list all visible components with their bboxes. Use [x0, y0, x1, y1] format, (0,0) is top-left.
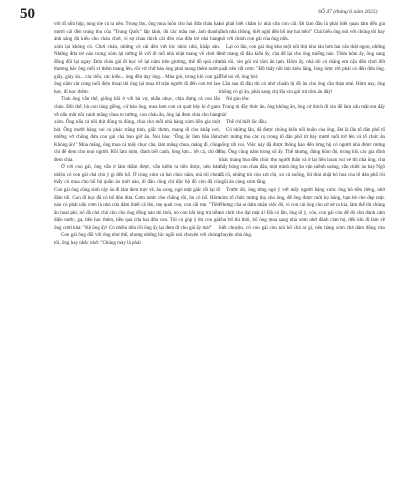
paragraph: nó phải biết chăm lo nhà cửa con cái. Đi làm đâu là phải biết quan tâm đến gia đình nhà chồng, biết nghĩ đến bố mẹ hai bên!" Chả hiểu ông nói với chúng tôi hay nói với chính con gái của ông nữa. [219, 21, 385, 43]
issue-info: SỐ 47 (tháng 6 năm 2025) [318, 9, 378, 15]
paragraph: Có những lần, đã được chúng kiến nỗi buồn của ông. Đó là lần tổ dân phố tổ chức mừng thọ các cụ trong tổ dân phố từ bảy mươi tuổi trở lên và tổ chức ăn uống rất vui. Việc này đã được thông báo đến từng hộ có người nhà được mừng thọ. Ông cũng nằm trong số ấy. Thế nhưng, đúng hôm đó, trong khi các gia đình khác mang hoa đến chúc thọ người thân và ở lại liên hoan vui vẻ thì nhà ông, chả thấy bóng con cháu đâu, một mình ông ăn vận suềnh soàng, vẫn chiếc áo bay Ngô đã cũ, những túi còn xót chỉ, xỏ cả xuống, lủi thủi nhặt bó hoa của tổ dân phố rồi ngồi ăn cùng xóm tầng. [219, 126, 385, 186]
dialogue-line: - Trung tủ đầy thức ăn, ông không ăn, ông cứ thích đi xin để làm xấu mặt em đấy mà! [219, 104, 385, 118]
right-column [219, 21, 385, 240]
paragraph: Tình ông vẫn thế, giống hồi ở với bà vợ, nhẫn nhục, chịu đựng cả con lẫn cháu. Đôi thể, bà con láng giềng, cứ bảo ông, mua hơn con cá quát bây kì ở gam về nấu một nồi canh măng chua to tướng, con cháu ăn, ông lại đem chia cho hàng xóm. Ông nấu cả nồi thịt đông to đùng, chia cho mỗi nhà hàng xóm liền gia một bát. Ông mười hàng vai cá phác trắng tinh, giấc thơm, mang đi cho khắp nơi, những vờ chồng đứa con gái chả bao giờ ăn. Nói bảo: "Ông ấy làm bần lắm. Không ăn!" Mùa măng, ông mua cá mấy chục cân, làm măng chua, măng đi, cũng chỉ để đem cho mọi người. Rồi làm nộm, đánh tiết canh, lòng lợn... tết cả, chỉ để đem chia. [54, 96, 220, 163]
paragraph: Con gái ông đối với ông như thế, nhưng những lúc ngồi nói chuyện với chúng tôi, ông hay nhắc nhở: "Chúng mày là phải [54, 232, 220, 246]
paragraph: Ở với con gái, ông vẫn ở làm thầm được, vẫn kiếm ra tiền được, nên bảo nhiều có con gái chả chủ ý gì đến bố. Ở cùng xóm cả hai chúc năm, mà tôi chưa thấy cô mua cho bố bộ quần áo mới nào, đi đâu cũng chỉ độc bộ đồ còn đã cũ. Con gái ông cũng sinh vậy áo đi làm đem trực về, ăn xong, ngủ một giấc rồi lại đi đâm tối. Con đi học đã có bố đón đưa. Cơm nước cho chồng rồi, ôn có bố. Hôm nào có phải nấu cơm là nhà cửa đâm thiết cả lên, mẹ quát con, con cãi mẹ. "Tiền ăn hoai phí, nó đã chủ chẳ cho cho ông đồng nào thì thôi, nó con bắt ông trả tiền điện nước, ga, tiền học thêm, tiền quà cửa hai đứa con. Tôi có góp ý thì con gái ông cười khà: "Kệ ông ấy! Có nhiều tiền rồi ông ấy lại đem đi cho gái ấy mà!" [54, 164, 220, 231]
page-number: 50 [20, 6, 35, 22]
left-column [54, 21, 220, 247]
paragraph: Nó gào lên: [226, 96, 250, 103]
dialogue-line: - Lần sau đi đâu thì có nhớ chuẩn bị đồ ăn cho ông cần thận nhé. Hôm nay, ông không có gì ăn, phải sang chị Hạ xin gói mì tôm ăn đấy! [219, 81, 385, 95]
paragraph: Lại có lần, con gái ông kho một nồi thịt kho tàu hơn hai cân thật ngon, những mỡ mang đi đâu kiếu ấy, chả để lại cho ông miếng nào. Thừa hôm ấy, ông sang nhà tôi, xin gói mì tôm ăn tạm. Hôm ấy, nhà tôi có thằng em cậu đến chơi đốt xuất nên rất cơm: "Đồ thấy nồi thịt kiêu lằng, lòng lược rời phải có đến đứa ông. Thế nó về, ông hỏi: [219, 43, 385, 80]
paragraph: Thế chỉ biết lắc đầu. [226, 119, 268, 126]
paragraph: Trước đó, ông từng ngó ý với mấy người hàng xóm: ông bỏ tiền riêng, nhờ xóm tổ chức mừng thọ cho ông, để ông được mời họ hàng, bạn bè cho đẹp mặt. Nhưng chả ai dám nhận việc đó, vì con cái ông còn sờ sờ ra kia, làm thế thì chúng nó chửi cho đại mặt à? Đã có lần, ông tổ ý, còn, con gái còn để đó chủ dành cảm cho bố thì thôi, bố ông mua sang nhà xóm nhờ đánh cảm hộ, đến khi đi làm về biết chuyện, cô con gái còn nói bố chả ra gì, nên hàng xóm chả dám động vào chuyện nhà ông. [219, 187, 385, 239]
paragraph: với dĩ nữa hộp, tung tóe cả ra nền. Trung thu, ông mua luôn cho hai đứa cháu hai mươi cái đèn trung thu của "Trung Quốc" lấp lánh, đủ các mầu mè, ánh thanh, ánh sáng đủ kiểu cho cháu chơi, vì sợ cháu thích cái đèn của đứa trẻ nhà hàng xóm lại không có. Chơi chán, những vỏ cái đèn vứt lóc nhóc nhà, khắp sân. Những đứa trẻ nào trong xóm lại tưởng lẽ với đi mỗ nhà nhặt mang về chơi lẽ đồng đồi lại ngay. Đứa cháu gái đi học về lại năm trên giường, thế đồ quá cứu thương bắc ông mỗi vì thêm mang lên, rồi vở chữ bảo ông phải mang thêm nước, giấy, giày ăn... các tiểu, các kiểu... ông đều dạy ông... Mùa gió, trong khi con gái ông nằm vắt cùng tuổi điện thoại thì ông lại mua từ trận người đi đến con trẻ lan học, đi học thêm. [54, 21, 220, 95]
